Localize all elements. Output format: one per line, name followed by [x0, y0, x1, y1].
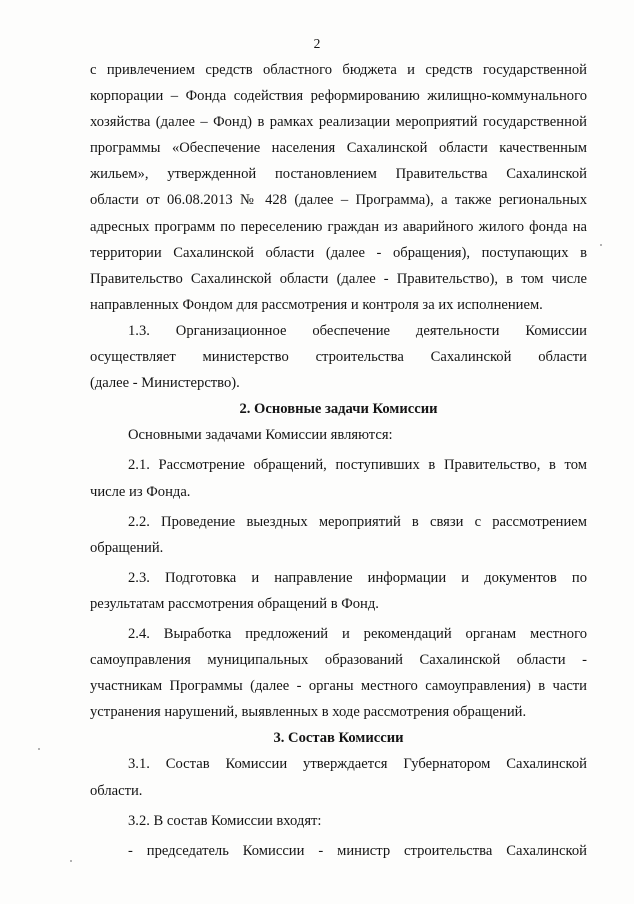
- scan-speck: [600, 244, 602, 246]
- text-line: осуществляет министерство строительства Сахалинской области: [90, 349, 587, 366]
- text-line: области от 06.08.2013 № 428 (далее – Программа), а также региональных: [90, 192, 587, 209]
- text-line: корпорации – Фонда содействия реформированию жилищно-коммунального: [90, 88, 587, 105]
- text-line: (далее - Министерство).: [90, 375, 240, 392]
- text-line: результатам рассмотрения обращений в Фонд.: [90, 595, 379, 612]
- document-body: [90, 57, 587, 864]
- paragraph-1-3-line: 1.3. Организационное обеспечение деятельности Комиссии: [128, 322, 587, 339]
- text-line: устранения нарушений, выявленных в ходе рассмотрения обращений.: [90, 704, 527, 721]
- text-line: программы «Обеспечение населения Сахалинской области качественным: [90, 140, 587, 157]
- section-heading-2: 2. Основные задачи Комиссии: [239, 401, 438, 418]
- text-line: числе из Фонда.: [90, 483, 191, 500]
- text-line: обращений.: [90, 539, 164, 556]
- item-3-1-line: 3.1. Состав Комиссии утверждается Губернатором Сахалинской: [128, 756, 587, 773]
- item-2-4-line: 2.4. Выработка предложений и рекомендаций органам местного: [128, 625, 587, 642]
- scan-speck: [38, 748, 40, 750]
- section-heading-3: 3. Состав Комиссии: [273, 730, 404, 747]
- item-2-1-line: 2.1. Рассмотрение обращений, поступивших в Правительство, в том: [128, 457, 587, 474]
- text-line: хозяйства (далее – Фонд) в рамках реализации мероприятий государственной: [90, 114, 587, 131]
- text-line: Основными задачами Комиссии являются:: [128, 427, 393, 444]
- scan-speck: [70, 860, 72, 862]
- text-line: Правительство Сахалинской области (далее - Правительство), в том числе: [90, 270, 587, 287]
- text-line: участникам Программы (далее - органы местного самоуправления) в части: [90, 678, 587, 695]
- list-item-chairman-line: - председатель Комиссии - министр строительства Сахалинской: [128, 842, 587, 859]
- text-line: с привлечением средств областного бюджета и средств государственной: [90, 62, 587, 78]
- item-2-3-line: 2.3. Подготовка и направление информации и документов по: [128, 569, 587, 586]
- text-line: направленных Фондом для рассмотрения и контроля за их исполнением.: [90, 296, 543, 313]
- text-line: территории Сахалинской области (далее - обращения), поступающих в: [90, 244, 587, 261]
- text-line: области.: [90, 782, 143, 799]
- item-3-2-line: 3.2. В состав Комиссии входят:: [128, 812, 322, 829]
- text-line: самоуправления муниципальных образований Сахалинской области -: [90, 652, 587, 669]
- text-line: адресных программ по переселению граждан из аварийного жилого фонда на: [90, 218, 587, 235]
- page-number: 2: [313, 36, 321, 51]
- text-line: жильем», утвержденной постановлением Правительства Сахалинской: [90, 166, 587, 183]
- item-2-2-line: 2.2. Проведение выездных мероприятий в связи с рассмотрением: [128, 513, 587, 530]
